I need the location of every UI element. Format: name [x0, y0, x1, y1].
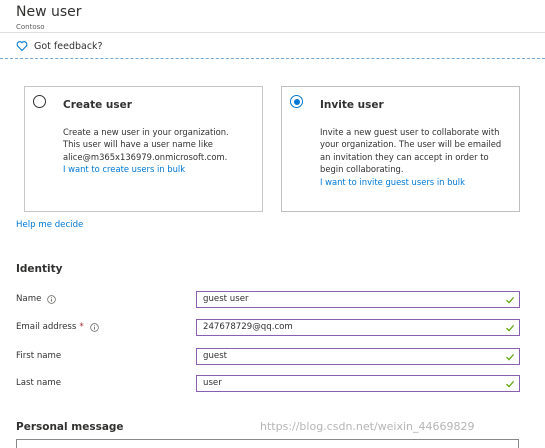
checkmark-icon: [505, 295, 515, 305]
description-line: Invite a new guest user to collaborate with: [320, 127, 500, 137]
checkmark-icon: [505, 323, 515, 333]
checkmark-icon: [505, 379, 515, 389]
page-title: New user: [16, 4, 82, 20]
description-line: an invitation they can accept in order to: [320, 151, 489, 162]
first-name-value: guest: [203, 351, 228, 361]
required-marker: *: [79, 322, 84, 332]
email-label-text: Email address: [16, 322, 77, 332]
invite-user-option[interactable]: [281, 86, 520, 212]
email-row: [16, 319, 520, 337]
first-name-label: First name: [16, 351, 62, 361]
name-label-text: Name: [16, 294, 42, 304]
heart-icon: [16, 40, 28, 52]
last-name-value: user: [203, 378, 222, 388]
page-header: [16, 3, 82, 32]
name-row: [16, 291, 520, 309]
invite-user-description: [320, 126, 516, 175]
invite-user-radio[interactable]: [290, 95, 303, 108]
personal-message-section-title: Personal message: [16, 421, 124, 433]
toolbar-divider: [0, 58, 545, 59]
checkmark-icon: [505, 352, 515, 362]
name-label: [16, 294, 56, 304]
info-icon[interactable]: [47, 295, 56, 304]
description-line: your organization. The user will be emailed: [320, 139, 502, 150]
invite-guests-bulk-link[interactable]: I want to invite guest users in bulk: [320, 177, 465, 187]
help-me-decide-link[interactable]: Help me decide: [16, 220, 84, 230]
create-user-title: Create user: [63, 99, 132, 111]
email-value: 247678729@qq.com: [203, 322, 293, 332]
description-line: alice@m365x136979.onmicrosoft.com.: [63, 151, 228, 162]
last-name-row: [16, 375, 520, 393]
description-line: Create a new user in your organization.: [63, 127, 229, 137]
name-value: guest user: [203, 294, 249, 304]
create-users-bulk-link[interactable]: I want to create users in bulk: [63, 164, 186, 174]
watermark: https://blog.csdn.net/weixin_44669829: [260, 420, 475, 433]
header-divider: [0, 32, 545, 33]
invite-user-title: Invite user: [320, 99, 384, 111]
info-icon[interactable]: [90, 323, 99, 332]
last-name-label: Last name: [16, 378, 62, 388]
identity-section-title: Identity: [16, 263, 63, 275]
last-name-input[interactable]: [196, 375, 520, 392]
email-label: [16, 322, 99, 332]
create-user-option[interactable]: [24, 86, 263, 212]
feedback-button[interactable]: [16, 39, 103, 53]
name-input[interactable]: [196, 291, 520, 308]
first-name-row: [16, 348, 520, 366]
description-line: begin collaborating.: [320, 163, 404, 174]
page-subtitle: Contoso: [16, 23, 45, 31]
create-user-radio[interactable]: [33, 95, 46, 108]
description-line: This user will have a user name like: [63, 139, 213, 150]
feedback-label: Got feedback?: [34, 40, 103, 52]
first-name-input[interactable]: [196, 348, 520, 365]
email-input[interactable]: [196, 319, 520, 336]
personal-message-textarea[interactable]: [16, 439, 519, 448]
create-user-description: [63, 126, 259, 163]
